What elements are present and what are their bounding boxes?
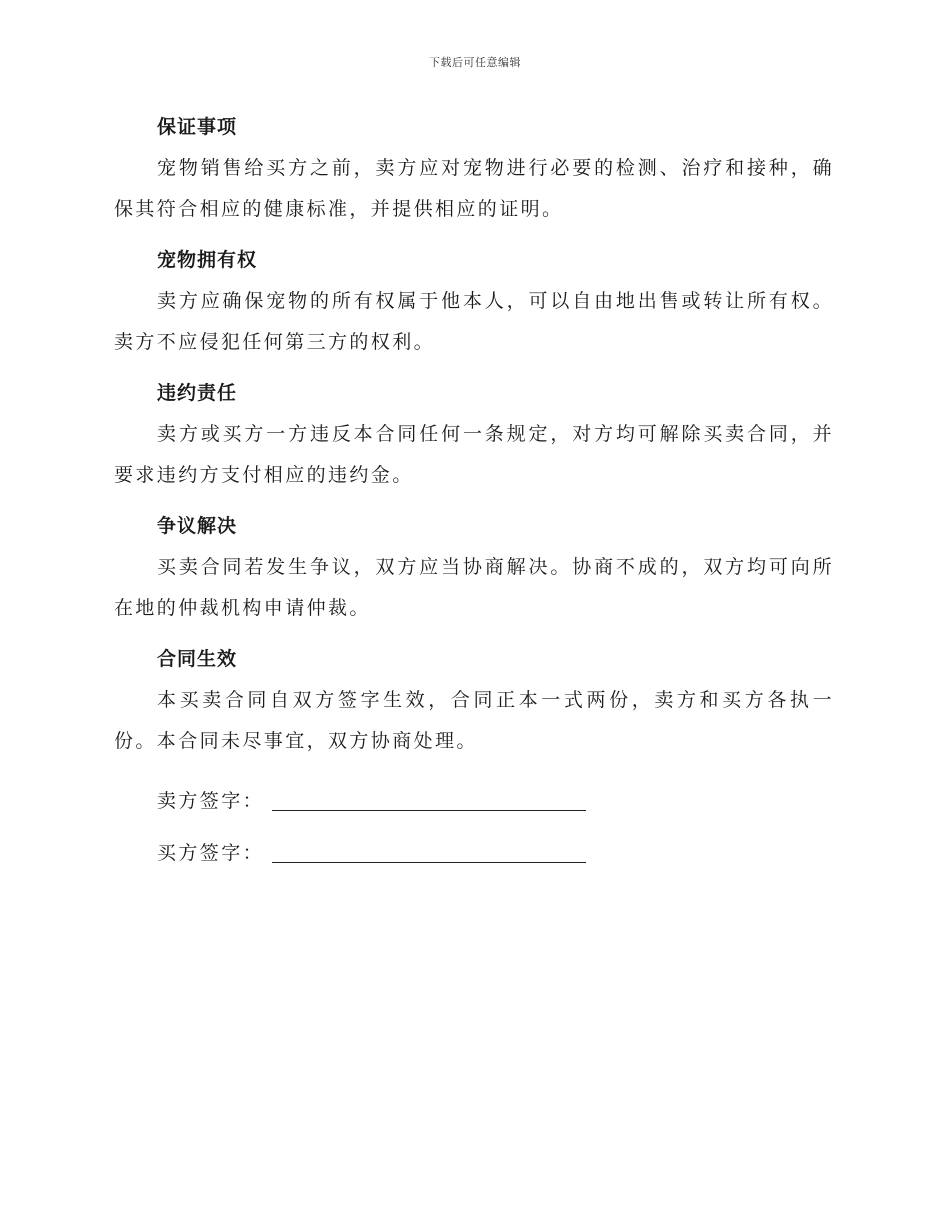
buyer-signature-label: 买方签字： [157,842,265,864]
section-body: 卖方应确保宠物的所有权属于他本人，可以自由地出售或转让所有权。卖方不应侵犯任何第三方的权利。 [114,290,834,353]
buyer-signature-line[interactable] [272,840,586,863]
seller-signature-label: 卖方签字： [157,790,265,812]
section-guarantee [114,110,834,230]
section-breach [114,376,834,496]
section-body: 买卖合同若发生争议，双方应当协商解决。协商不成的，双方均可向所在地的仲裁机构申请仲裁。 [114,556,834,619]
section-body: 卖方或买方一方违反本合同任何一条规定，对方均可解除买卖合同，并要求违约方支付相应的违约金。 [114,423,834,486]
section-effective [114,642,834,762]
seller-signature-row [157,775,834,827]
section-title: 保证事项 [157,116,238,138]
section-body: 宠物销售给买方之前，卖方应对宠物进行必要的检测、治疗和接种，确保其符合相应的健康标准，并提供相应的证明。 [114,157,834,220]
section-title: 违约责任 [157,382,238,404]
document-body [114,110,834,879]
section-body: 本买卖合同自双方签字生效，合同正本一式两份，卖方和买方各执一份。本合同未尽事宜，双方协商处理。 [114,689,834,752]
section-title: 争议解决 [157,515,238,537]
page-header: 下载后可任意编辑 [429,56,521,69]
section-dispute [114,509,834,629]
buyer-signature-row [157,827,834,879]
section-ownership [114,243,834,363]
section-title: 合同生效 [157,648,238,670]
seller-signature-line[interactable] [272,788,586,811]
section-title: 宠物拥有权 [157,249,258,271]
